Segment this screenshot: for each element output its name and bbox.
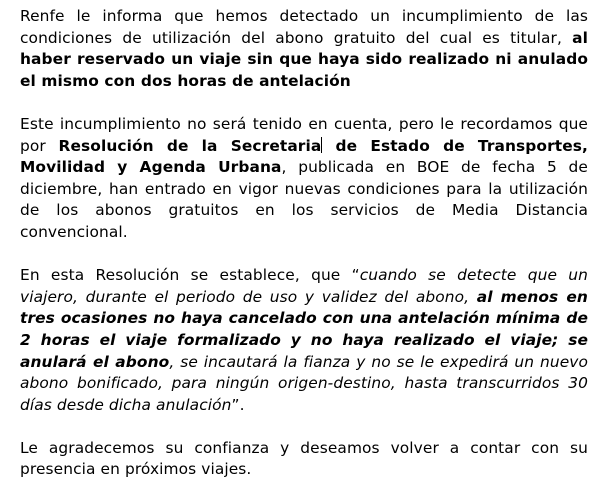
paragraph-resolution — [20, 114, 588, 244]
resolution-details: , publicada en BOE de fecha 5 de diciembre, han entrado en vigor nuevas condiciones para la utilización de los abonos gratuitos en los servicios de Media Distancia convencional. — [20, 158, 588, 241]
resolution-name-part-1: Resolución de la Secretaria — [58, 136, 322, 155]
notice-text: Renfe le informa que hemos detectado un incumplimiento de las condiciones de utilización del abono gratuito del cual es titular, — [20, 7, 588, 47]
notice-bold-reason: al haber reservado un viaje sin que haya sido realizado ni anulado el mismo con dos horas de antelación — [20, 28, 588, 90]
quote-italic-1: cuando se detecte que un viajero, durante el periodo de uso y validez del abono, — [20, 266, 588, 306]
paragraph-thanks — [20, 438, 588, 481]
quote-italic-2: , se incautará la fianza y no se le expedirá un nuevo abono bonificado, para ningún origen-destino, hasta transcurridos 30 días desde dicha anulación — [20, 352, 588, 414]
quote-closing: ”. — [231, 395, 245, 414]
quote-intro: En esta Resolución se establece, que “ — [20, 266, 360, 285]
resolution-intro: Este incumplimiento no será tenido en cuenta, pero le recordamos que por — [20, 114, 588, 155]
quote-bold-italic: al menos en tres ocasiones no haya cancelado con una antelación mínima de 2 horas el viaje formalizado y no haya realizado el viaje; se anulará el abono — [20, 287, 588, 371]
paragraph-notice — [20, 6, 588, 92]
email-body — [20, 6, 588, 503]
resolution-name-part-2: de Estado de Transportes, Movilidad y Agenda Urbana — [20, 136, 588, 177]
thanks-text: Le agradecemos su confianza y deseamos volver a contar con su presencia en próximos viajes. — [20, 438, 588, 479]
paragraph-quote — [20, 265, 588, 416]
